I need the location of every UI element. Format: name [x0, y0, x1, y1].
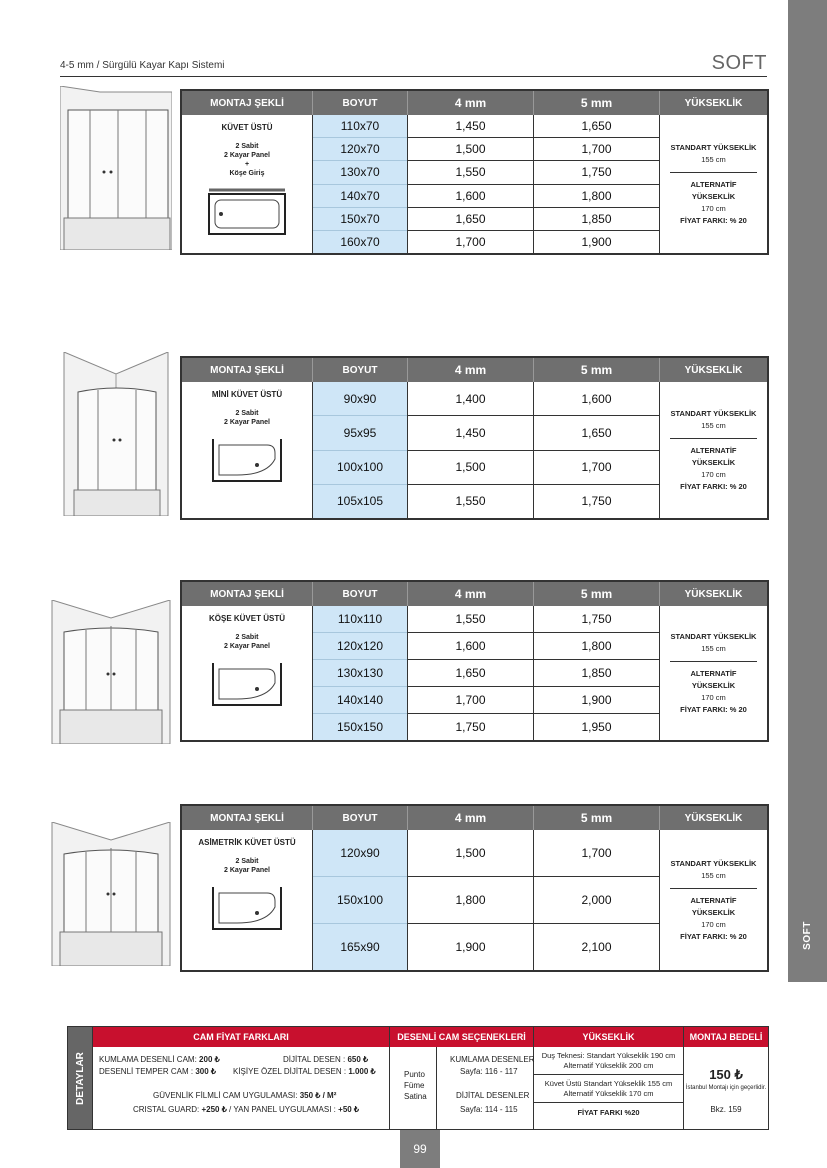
size-cell: 130x130	[313, 660, 407, 687]
mount-desc: 2 Sabit 2 Kayar Panel	[224, 410, 270, 426]
price-table	[180, 356, 769, 520]
height-header: YÜKSEKLİK	[534, 1027, 683, 1047]
price-4mm-cell: 1,750	[455, 720, 486, 734]
pattern-types: Punto Füme Satina	[404, 1070, 427, 1101]
size-cell: 150x150	[336, 720, 384, 734]
price-4mm-cell: 1,700	[408, 687, 533, 714]
price-5mm-cell: 1,850	[534, 660, 659, 687]
price-4mm-cell: 1,800	[408, 877, 533, 924]
price-4mm-cell: 1,550	[408, 606, 533, 633]
details-box	[67, 1026, 769, 1130]
height-price-diff: FİYAT FARKI: % 20	[680, 481, 747, 491]
price-5mm-column	[534, 830, 660, 970]
price-5mm-cell: 1,650	[534, 416, 659, 450]
height-standard-value: 155 cm	[701, 154, 726, 164]
price-5mm-cell: 1,800	[534, 633, 659, 660]
col-mount: MONTAJ ŞEKLİ	[182, 582, 313, 606]
mount-ref: Bkz. 159	[710, 1105, 742, 1114]
height-alt-value: 170 cm	[701, 692, 726, 702]
mount-title: ASİMETRİK KÜVET ÜSTÜ	[198, 838, 296, 847]
price-4mm-column	[408, 606, 534, 740]
price-5mm-cell: 2,000	[534, 877, 659, 924]
mount-title: MİNİ KÜVET ÜSTÜ	[211, 390, 283, 399]
height-cell	[660, 606, 767, 740]
side-tab-label: SOFT	[801, 920, 813, 950]
dus-line2: Alternatif Yükseklik 200 cm	[563, 1061, 654, 1070]
size-cell: 140x70	[313, 185, 407, 208]
col-height: YÜKSEKLİK	[684, 97, 743, 109]
mount-cell	[182, 382, 313, 518]
height-cell	[660, 382, 767, 518]
col-size: BOYUT	[313, 358, 408, 382]
size-cell: 90x90	[313, 382, 407, 416]
price-4mm-cell: 1,600	[408, 185, 533, 208]
price-5mm-cell: 1,700	[534, 830, 659, 877]
size-column	[313, 382, 408, 518]
glass-price-header: CAM FİYAT FARKLARI	[93, 1027, 389, 1047]
height-standard-value: 155 cm	[701, 420, 726, 430]
price-4mm-cell: 1,900	[455, 940, 486, 954]
size-cell: 160x70	[340, 234, 380, 249]
price-5mm-column	[534, 382, 660, 518]
price-diff: FİYAT FARKI %20	[577, 1108, 640, 1117]
pattern-header: DESENLİ CAM SEÇENEKLERİ	[390, 1027, 533, 1047]
price-5mm-cell: 1,750	[534, 606, 659, 633]
price-4mm-cell: 1,450	[408, 115, 533, 138]
size-cell: 110x70	[313, 115, 407, 138]
price-5mm-cell: 1,750	[581, 494, 612, 509]
mount-price: 150 ₺	[709, 1067, 743, 1082]
height-standard-label: STANDART YÜKSEKLİK	[670, 142, 757, 152]
price-5mm-cell: 1,900	[534, 687, 659, 714]
size-column	[313, 115, 408, 253]
size-cell: 165x90	[340, 940, 380, 954]
height-alt-label: ALTERNATİF YÜKSEKLİK	[690, 445, 737, 467]
height-alt-value: 170 cm	[701, 919, 726, 929]
col-5mm: 5 mm	[534, 358, 660, 382]
size-cell: 100x100	[313, 451, 407, 485]
price-5mm-cell: 2,100	[581, 940, 612, 954]
height-alt-value: 170 cm	[701, 469, 726, 479]
height-alt-label: ALTERNATİF YÜKSEKLİK	[690, 895, 737, 917]
pattern-options	[389, 1027, 533, 1129]
price-4mm-cell: 1,550	[408, 161, 533, 184]
table-header	[182, 582, 767, 606]
col-height: YÜKSEKLİK	[684, 588, 743, 600]
col-4mm: 4 mm	[408, 358, 534, 382]
price-table	[180, 580, 769, 742]
page-number: 99	[400, 1130, 440, 1168]
price-4mm-cell: 1,450	[408, 416, 533, 450]
col-4mm: 4 mm	[408, 582, 534, 606]
price-5mm-cell: 1,650	[534, 115, 659, 138]
temper-cam: DESENLİ TEMPER CAM : 300 ₺	[99, 1067, 216, 1076]
height-price-diff: FİYAT FARKI: % 20	[680, 931, 747, 941]
col-mount: MONTAJ ŞEKLİ	[182, 806, 313, 830]
mount-cell	[182, 830, 313, 970]
floor-plan-icon	[207, 883, 287, 933]
price-table	[180, 804, 769, 972]
height-standard-value: 155 cm	[701, 870, 726, 880]
price-5mm-cell: 1,600	[534, 382, 659, 416]
price-4mm-column	[408, 115, 534, 253]
dijital-desen: DİJİTAL DESEN : 650 ₺	[283, 1055, 369, 1064]
size-cell: 105x105	[336, 494, 384, 509]
height-price-diff: FİYAT FARKI: % 20	[680, 704, 747, 714]
price-5mm-column	[534, 606, 660, 740]
cristal-guard: CRISTAL GUARD: +250 ₺ / YAN PANEL UYGULAMASI : +50 ₺	[133, 1105, 360, 1114]
mount-desc: 2 Sabit 2 Kayar Panel	[224, 858, 270, 874]
mount-header: MONTAJ BEDELİ	[684, 1027, 768, 1047]
mount-desc: 2 Sabit 2 Kayar Panel + Köşe Giriş	[224, 143, 270, 177]
price-5mm-cell: 1,700	[534, 138, 659, 161]
product-image-asimetrik-kuvet	[50, 822, 172, 966]
size-cell: 120x90	[313, 830, 407, 877]
price-4mm-cell: 1,500	[408, 138, 533, 161]
price-5mm-cell: 1,950	[581, 720, 612, 734]
size-column	[313, 606, 408, 740]
col-mount: MONTAJ ŞEKLİ	[182, 91, 313, 115]
mount-cell	[182, 606, 313, 740]
height-standard-label: STANDART YÜKSEKLİK	[670, 631, 757, 641]
mount-note: İstanbul Montajı için geçerlidir.	[685, 1085, 767, 1091]
table-header	[182, 358, 767, 382]
price-4mm-cell: 1,650	[408, 208, 533, 231]
col-5mm: 5 mm	[534, 806, 660, 830]
col-4mm: 4 mm	[408, 91, 534, 115]
height-options	[533, 1027, 683, 1129]
size-cell: 130x70	[313, 161, 407, 184]
kumlama-desenler: KUMLAMA DESENLER	[450, 1055, 535, 1064]
size-cell: 120x70	[313, 138, 407, 161]
film-cam: GÜVENLİK FİLMLİ CAM UYGULAMASI: 350 ₺ / M²	[153, 1091, 337, 1100]
mount-title: KÜVET ÜSTÜ	[221, 123, 273, 132]
col-height: YÜKSEKLİK	[684, 364, 743, 376]
price-table	[180, 89, 769, 255]
product-image-kose-kuvet	[50, 600, 172, 744]
height-alt-value: 170 cm	[701, 203, 726, 213]
floor-plan-icon	[207, 659, 287, 709]
price-4mm-cell: 1,700	[455, 234, 486, 249]
price-5mm-cell: 1,750	[534, 161, 659, 184]
height-alt-label: ALTERNATİF YÜKSEKLİK	[690, 668, 737, 690]
price-4mm-cell: 1,600	[408, 633, 533, 660]
height-cell	[660, 830, 767, 970]
mount-title: KÖŞE KÜVET ÜSTÜ	[208, 614, 285, 623]
col-5mm: 5 mm	[534, 91, 660, 115]
col-mount: MONTAJ ŞEKLİ	[182, 358, 313, 382]
price-4mm-cell: 1,650	[408, 660, 533, 687]
price-4mm-cell: 1,550	[455, 494, 486, 509]
price-4mm-cell: 1,500	[408, 830, 533, 877]
col-5mm: 5 mm	[534, 582, 660, 606]
dijital-pages: Sayfa: 114 - 115	[460, 1105, 518, 1114]
col-4mm: 4 mm	[408, 806, 534, 830]
price-5mm-cell: 1,700	[534, 451, 659, 485]
size-cell: 110x110	[313, 606, 407, 633]
col-height: YÜKSEKLİK	[684, 812, 743, 824]
floor-plan-icon	[207, 186, 287, 236]
kumlama-pages: Sayfa: 116 - 117	[460, 1067, 518, 1076]
height-standard-value: 155 cm	[701, 643, 726, 653]
kuvet-line1: Küvet Üstü Standart Yükseklik 155 cm	[544, 1079, 673, 1088]
price-4mm-cell: 1,400	[408, 382, 533, 416]
size-cell: 140x140	[313, 687, 407, 714]
price-4mm-column	[408, 382, 534, 518]
header-rule	[60, 76, 767, 77]
table-header	[182, 91, 767, 115]
mount-cell	[182, 115, 313, 253]
height-alt-label: ALTERNATİF YÜKSEKLİK	[690, 179, 737, 201]
price-4mm-cell: 1,500	[408, 451, 533, 485]
price-5mm-cell: 1,900	[581, 234, 612, 249]
height-cell	[660, 115, 767, 253]
height-standard-label: STANDART YÜKSEKLİK	[670, 858, 757, 868]
size-cell: 95x95	[313, 416, 407, 450]
side-tab	[788, 0, 827, 982]
kumlama-cam: KUMLAMA DESENLİ CAM: 200 ₺	[99, 1055, 220, 1064]
size-cell: 120x120	[313, 633, 407, 660]
size-cell: 150x70	[313, 208, 407, 231]
section-subtitle: 4-5 mm / Sürgülü Kayar Kapı Sistemi	[60, 60, 225, 71]
size-column	[313, 830, 408, 970]
price-4mm-column	[408, 830, 534, 970]
mount-cost	[683, 1027, 768, 1129]
mount-desc: 2 Sabit 2 Kayar Panel	[224, 634, 270, 650]
product-image-kuvet-ustu	[60, 86, 172, 250]
table-header	[182, 806, 767, 830]
col-size: BOYUT	[313, 806, 408, 830]
price-5mm-cell: 1,850	[534, 208, 659, 231]
glass-price-diffs	[92, 1027, 389, 1129]
floor-plan-icon	[207, 435, 287, 485]
ozel-desen: KİŞİYE ÖZEL DİJİTAL DESEN : 1.000 ₺	[233, 1067, 376, 1076]
col-size: BOYUT	[313, 91, 408, 115]
details-side-label: DETAYLAR	[68, 1027, 92, 1129]
height-price-diff: FİYAT FARKI: % 20	[680, 215, 747, 225]
col-size: BOYUT	[313, 582, 408, 606]
series-title: SOFT	[711, 52, 767, 74]
kuvet-line2: Alternatif Yükseklik 170 cm	[563, 1089, 654, 1098]
size-cell: 150x100	[313, 877, 407, 924]
product-image-mini-kuvet	[60, 352, 172, 516]
dus-line1: Duş Teknesi: Standart Yükseklik 190 cm	[541, 1051, 676, 1060]
price-5mm-cell: 1,800	[534, 185, 659, 208]
dijital-desenler: DİJİTAL DESENLER	[456, 1091, 530, 1100]
height-standard-label: STANDART YÜKSEKLİK	[670, 408, 757, 418]
price-5mm-column	[534, 115, 660, 253]
